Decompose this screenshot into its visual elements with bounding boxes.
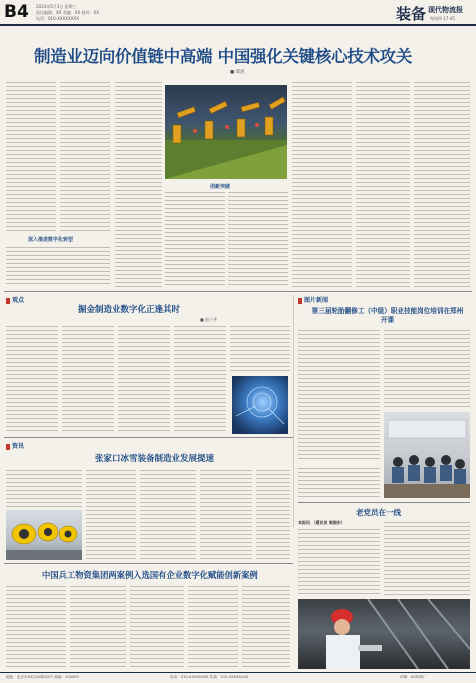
worker-photo [298, 599, 470, 669]
paper-name: 现代物流报 [428, 5, 463, 14]
section-label-photo-news: 图片新闻 [298, 295, 328, 304]
article4-col-2 [384, 520, 470, 597]
article1-col-4 [174, 324, 226, 434]
article4-byline: 本报讯 （通讯员 周振东） [298, 520, 345, 525]
footer-printer: 印刷：XX印刷厂 [400, 675, 427, 679]
article1-col-1 [6, 324, 58, 434]
snow-cannon-photo [6, 510, 82, 560]
lead-col-2 [60, 80, 110, 232]
robot-arm-icon [165, 85, 287, 179]
article2-title: 第三届轮胎翻修工（中级）职业技能岗位培训在郑州开课 [311, 307, 464, 324]
article3-col-4 [200, 468, 252, 560]
article5-title: 中国兵工物资集团两案例入选国有企业数字化赋能创新案例 [42, 570, 258, 580]
issue-date: 2023年5月3日 星期三 [36, 4, 77, 9]
article3-title: 张家口冰雪装备制造业发展提速 [95, 454, 215, 464]
lead-col-1b [6, 245, 110, 285]
worker-icon [298, 599, 470, 669]
article3-col-3 [140, 468, 196, 560]
lead-col-6 [292, 80, 352, 288]
article1-col-5 [230, 324, 290, 374]
issue-tag: 每周四 17-45 [430, 16, 455, 21]
section-label-opinion: 观点 [6, 295, 24, 304]
article2-col-1 [298, 328, 380, 462]
lead-col-3 [115, 80, 162, 288]
article5-col-1 [6, 584, 66, 668]
article3-col-5 [256, 468, 290, 560]
article5-col-2 [70, 584, 126, 668]
lead-col-7 [356, 80, 410, 288]
factory-photo [165, 85, 287, 179]
page-number: B4 [4, 2, 29, 22]
topic-caption: 深入推进数字化转型 [28, 237, 74, 243]
main-byline: ■ 葛思 [230, 70, 245, 75]
article2-col-2 [384, 328, 470, 408]
footer-address: 地址：北京市XX区XX路XX号 邮编：100000 [6, 675, 79, 679]
article5-col-5 [242, 584, 290, 668]
photo-caption: 创新突破 [210, 184, 231, 190]
section-label-news: 资讯 [6, 441, 24, 450]
editor-line: 责任编辑：XX 美编：XX 校对：XX [36, 10, 99, 15]
article3-col-2 [86, 468, 136, 560]
lead-col-8 [414, 80, 470, 288]
classroom-icon [384, 412, 470, 498]
lead-col-1 [6, 80, 56, 232]
article5-col-3 [130, 584, 184, 668]
lead-col-5 [228, 190, 288, 288]
footer-phone: 电话：010-XXXXXXXX 传真：010-XXXXXXXX [170, 675, 249, 679]
article1-title: 掘金制造业数字化正逢其时 [78, 305, 181, 315]
tel-line: 电话：010-XXXXXXXX [36, 16, 79, 21]
article1-col-2 [62, 324, 114, 434]
circuit-icon [232, 376, 288, 434]
section-title: 装备 [396, 5, 427, 23]
article1-col-3 [118, 324, 170, 434]
article4-title: 老党员在一线 [356, 508, 401, 517]
article5-col-4 [188, 584, 238, 668]
article1-byline: ■ 赵子华 [200, 317, 218, 322]
article4-col-1 [298, 527, 380, 597]
snow-machine-icon [6, 510, 82, 560]
training-photo [384, 412, 470, 498]
digital-hand-photo [232, 376, 288, 434]
main-headline: 制造业迈向价值链中高端 中国强化关键核心技术攻关 [34, 47, 413, 66]
lead-col-4 [165, 190, 225, 288]
article2-col-3 [298, 466, 380, 498]
article3-col-1 [6, 468, 82, 508]
